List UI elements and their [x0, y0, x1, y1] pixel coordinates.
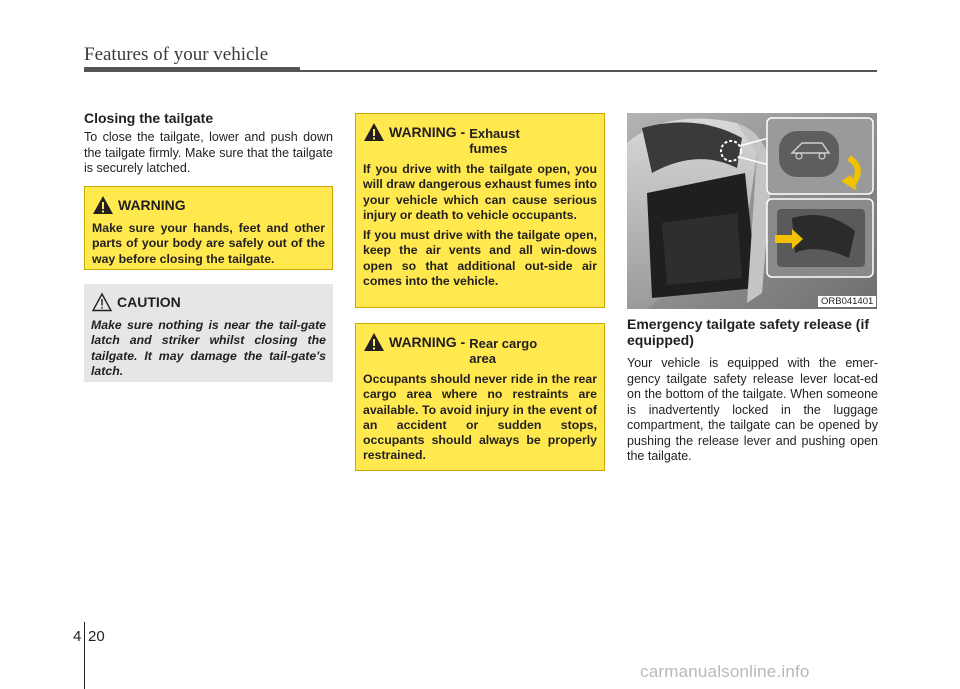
warning-exhaust-text-1: If you drive with the tailgate open, you will draw dangerous exhaust fumes into your vehicle which can cause serious injury or death to vehicle occupants.	[363, 162, 597, 222]
page-header-title: Features of your vehicle	[84, 44, 269, 65]
header-rule	[300, 70, 877, 72]
warning-hands-header	[92, 197, 325, 215]
header-bar	[84, 67, 300, 72]
emergency-text: Your vehicle is equipped with the emer-gency tailgate safety release lever locat-ed on the bottom of the tailgate. When someone is inadvertently locked in the luggage compartment, the tailgate can be opened by pushing the release lever and pushing open the tailgate.	[627, 356, 878, 463]
warning-hands-label: WARNING	[118, 197, 186, 213]
warning-exhaust-header	[363, 124, 597, 156]
closing-text: To close the tailgate, lower and push down the tailgate firmly. Make sure that the tailgate is securely latched.	[84, 130, 333, 175]
caution-header	[91, 294, 326, 312]
warning-exhaust-text-2: If you must drive with the tailgate open, keep the air vents and all win-dows open so that additional out-side air comes into the vehicle.	[363, 228, 597, 289]
tailgate-illustration	[627, 113, 877, 309]
warning-cargo-text: Occupants should never ride in the rear cargo area where no restraints are available. To avoid injury in the event of an accident or sudden stops, occupants should always be properly restrained.	[363, 372, 597, 463]
footer-divider	[84, 622, 85, 689]
warning-icon	[92, 195, 114, 215]
figure-caption: ORB041401	[818, 296, 876, 307]
caution-box	[84, 284, 333, 382]
warning-icon	[363, 122, 385, 142]
page-number: 20	[88, 628, 105, 645]
watermark: carmanualsonline.info	[640, 662, 810, 681]
warning-cargo-header	[363, 334, 597, 366]
emergency-heading: Emergency tailgate safety release (if equipped)	[627, 316, 870, 348]
warning-cargo-label: WARNING -	[389, 334, 466, 350]
warning-exhaust-label: WARNING -	[389, 124, 466, 140]
tailgate-photo	[627, 113, 877, 309]
warning-hands-text: Make sure your hands, feet and other parts of your body are safely out of the way before closing the tailgate.	[92, 221, 325, 266]
warning-hands-box	[84, 186, 333, 270]
closing-heading: Closing the tailgate	[84, 110, 214, 126]
caution-text: Make sure nothing is near the tail-gate latch and striker whilst closing the tailgate. It may damage the tail-gate's latch.	[91, 318, 326, 378]
chapter-number: 4	[73, 628, 82, 645]
warning-exhaust-box	[355, 113, 605, 308]
caution-label: CAUTION	[117, 294, 181, 310]
warning-cargo-box	[355, 323, 605, 471]
warning-cargo-subtitle: Rear cargo area	[469, 336, 538, 366]
warning-icon	[363, 332, 385, 352]
warning-exhaust-subtitle: Exhaust fumes	[469, 126, 520, 156]
caution-icon	[91, 292, 113, 312]
